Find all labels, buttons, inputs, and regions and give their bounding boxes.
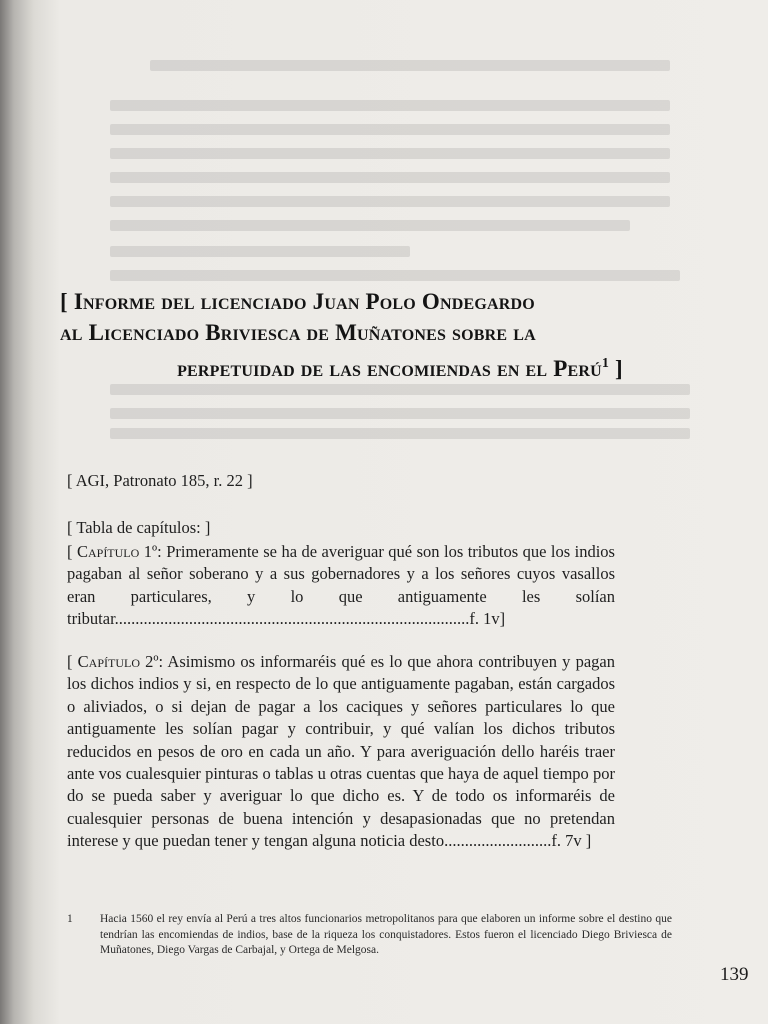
chapter-1-folio: f. 1v] — [469, 609, 506, 629]
chapter-2-folio: f. 7v ] — [551, 831, 592, 851]
title-line-2-text: al Licenciado Briviesca de Muñatones sobre la — [60, 320, 536, 345]
title-open-bracket: [ — [60, 289, 68, 314]
chapter-2-label: Capítulo 2º: — [77, 652, 164, 671]
chapter-1-prefix: [ — [67, 542, 77, 561]
chapter-1-text: Primeramente se ha de averiguar qué son los tributos que los indios pagaban al señor soberano y a sus gobernadores y a los señores cuyos vasallos eran particulares, y lo que antiguamente les solían tributar — [67, 542, 615, 629]
chapter-1-entry — [67, 541, 615, 631]
footnote-number: 1 — [67, 913, 73, 925]
title-line-1-text: Informe del licenciado Juan Polo Ondegardo — [73, 289, 535, 314]
title-line-3-text: perpetuidad de las encomiendas en el Perú — [177, 356, 602, 381]
title-footnote-mark: 1 — [601, 356, 610, 371]
title-close-bracket: ] — [615, 356, 623, 381]
chapter-2-leader: .......................... — [444, 831, 552, 851]
chapter-1-leader: ...................................................................................... — [114, 609, 470, 629]
document-title — [60, 286, 700, 384]
footnote-text: Hacia 1560 el rey envía al Perú a tres altos funcionarios metropolitanos para que elaboren un informe sobre el destino que tendrían las encomiendas de indios, base de la riqueza los conquistadores. Estos fueron el licenciado Diego Briviesca de Muñatones, Diego Vargas de Carbajal, y Ortega de Melgosa. — [100, 913, 672, 956]
chapter-2-text: Asimismo os informaréis qué es lo que ahora contribuyen y pagan los dichos indios y si, en respecto de lo que antiguamente pagaban, están cargados o aliviados, o si dejan de pagar a los caciques y señores particulares lo que antiguamente les solían pagar y contribuir, y qué valían los dichos tributos reducidos en pesos de oro en cada un año. Y para averiguación dello haréis traer ante vos cualesquier pinturas o tablas u otras cuentas que haya de aquel tiempo por do se pueda saber y averiguar lo que dicho es. Y de todo os informaréis de cualesquier personas de buena intención y desapasionadas que no pretendan interese y que puedan tener y tengan alguna noticia desto — [67, 652, 615, 851]
chapter-1-label: Capítulo 1º: — [76, 542, 162, 561]
table-heading: [ Tabla de capítulos: ] — [67, 518, 211, 537]
chapter-2-prefix: [ — [67, 652, 78, 671]
chapter-2-entry — [67, 651, 615, 853]
page-number: 139 — [720, 964, 749, 985]
source-reference: [ AGI, Patronato 185, r. 22 ] — [67, 471, 253, 490]
title-line-3 — [60, 348, 700, 384]
title-line-2 — [60, 317, 700, 348]
title-line-1 — [60, 286, 700, 317]
